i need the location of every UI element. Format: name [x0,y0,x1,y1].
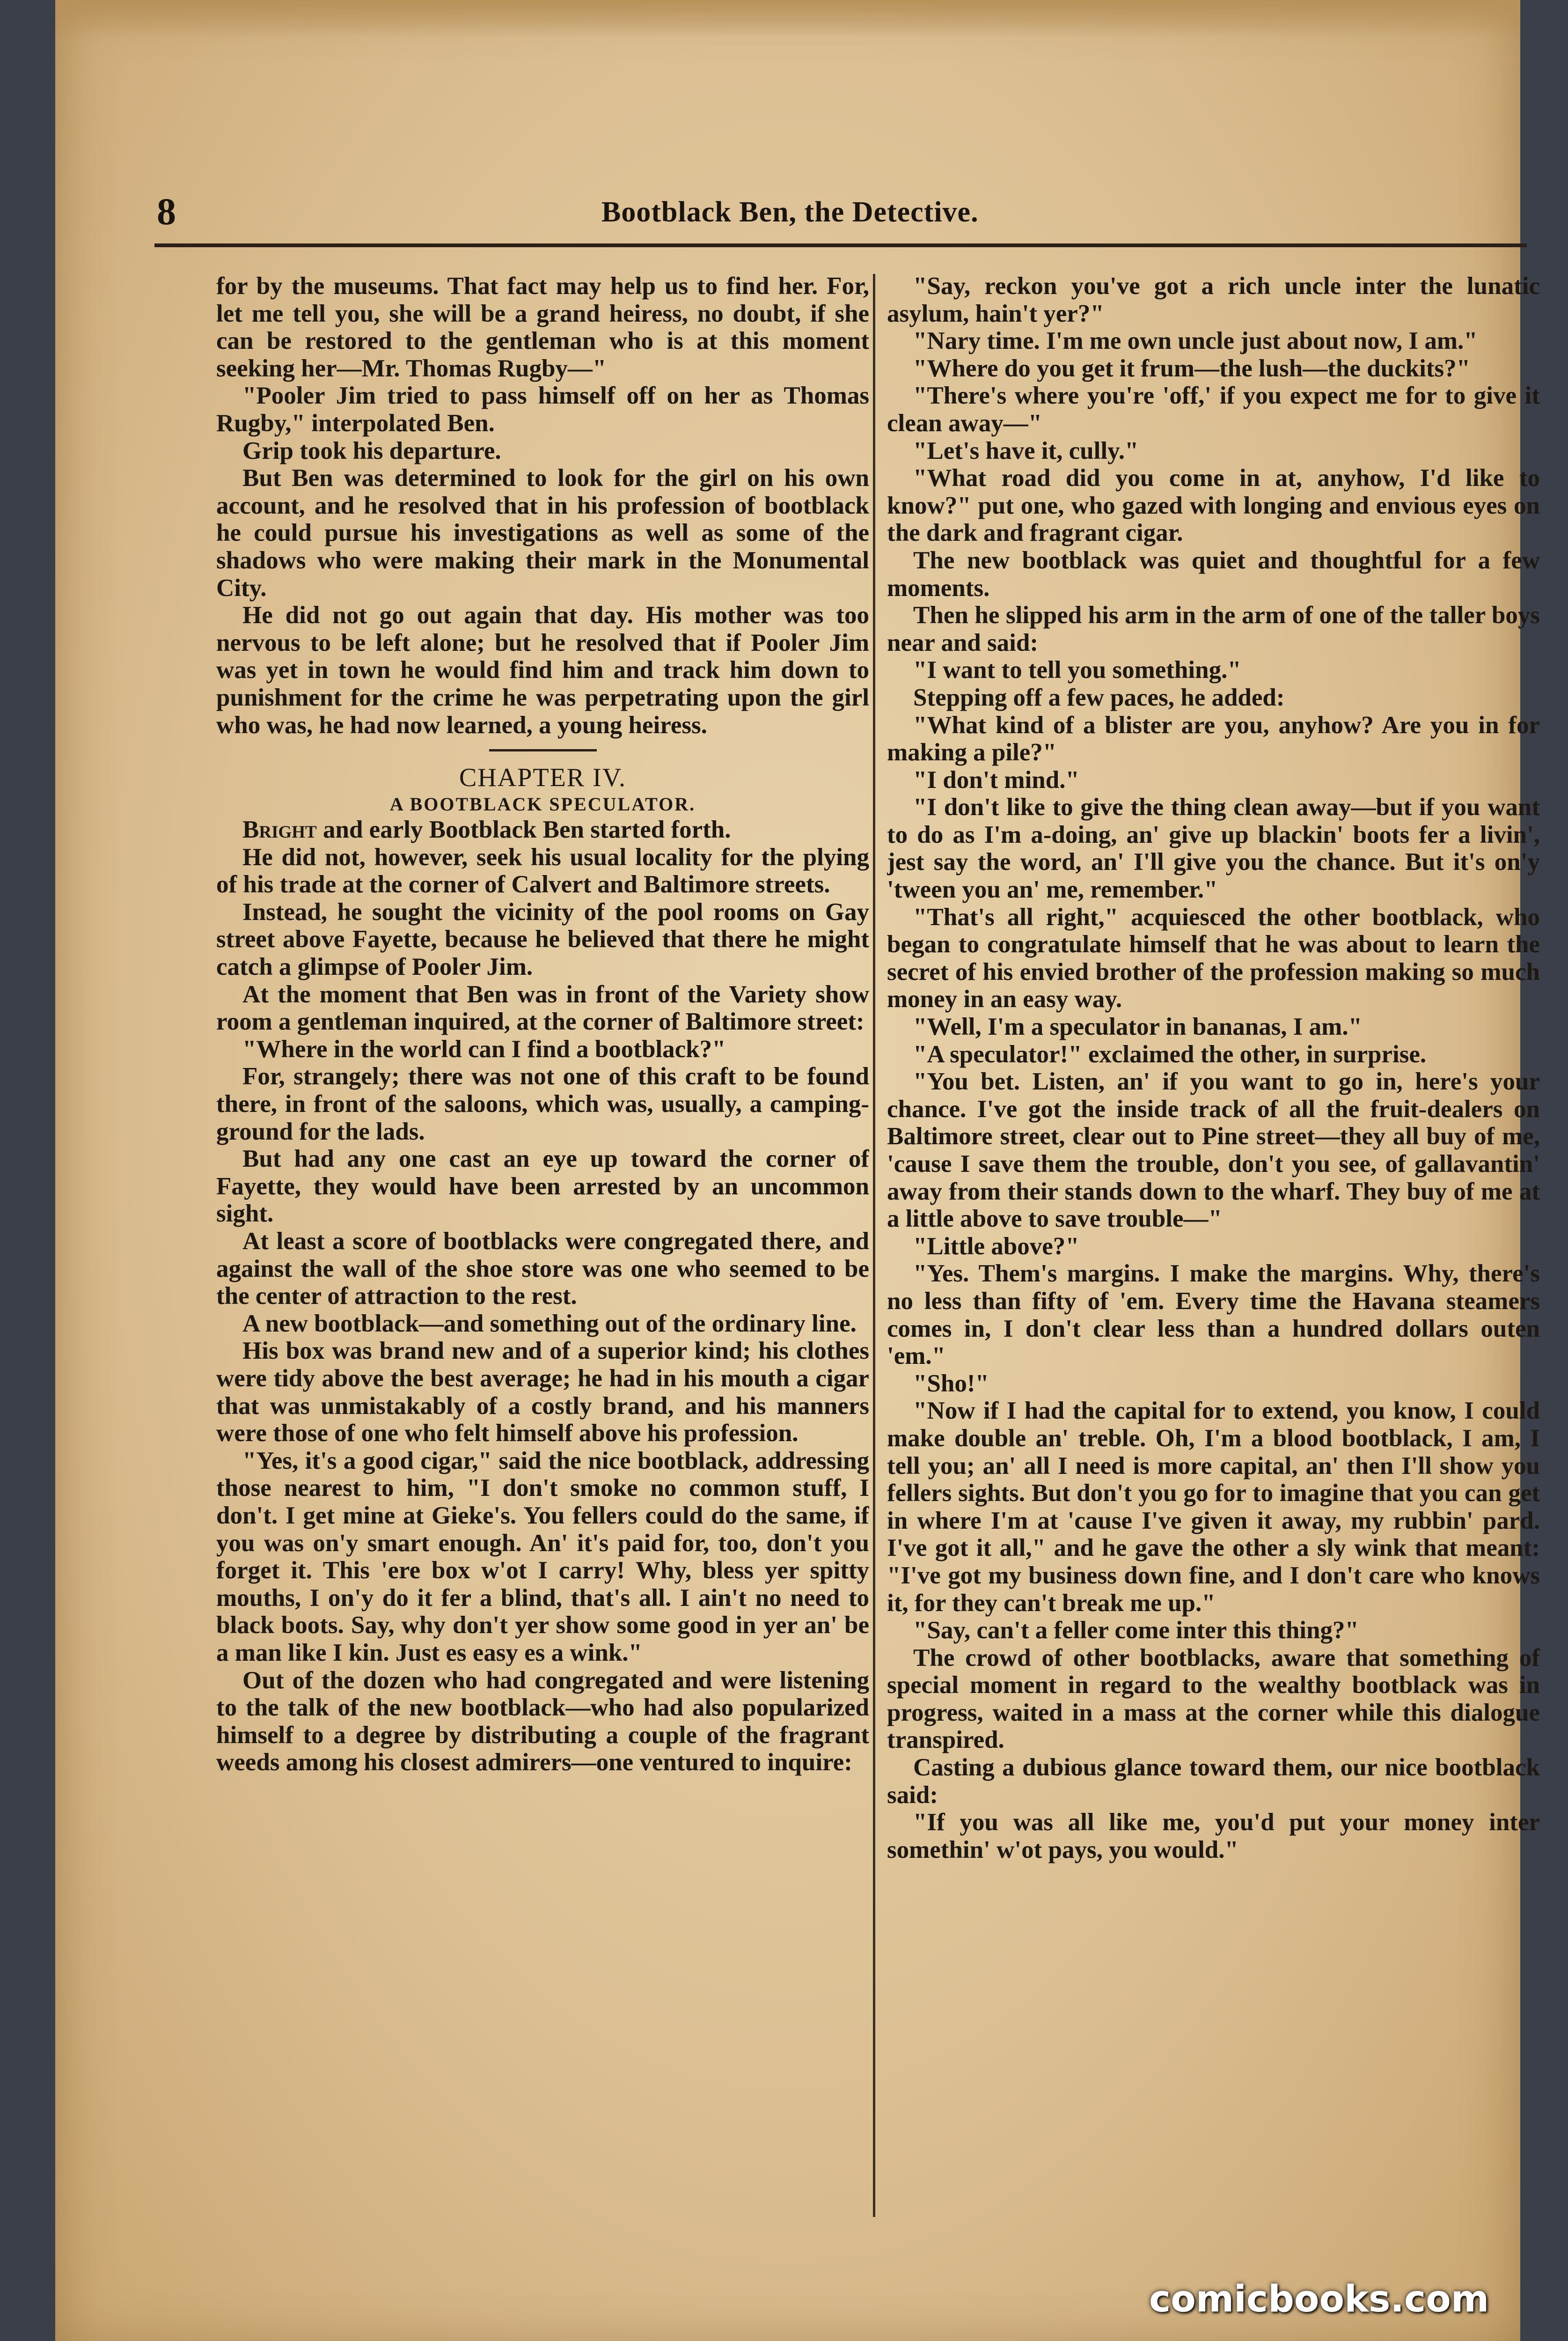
page-edge-stain [55,0,1520,37]
chapter-subtitle: A BOOTBLACK SPECULATOR. [389,794,696,815]
paragraph: "Where do you get it frum—the lush—the duckits?" [913,354,1471,382]
paragraph: "What road did you come in at, anyhow, I'd like to know?" put one, who gazed with longing and envious eyes on the dark and fragrant cigar. [887,464,1540,547]
left-column [216,272,869,2219]
paragraph: "Say, reckon you've got a rich uncle inter the lunatic asylum, hain't yer?" [887,272,1540,327]
paragraph: "Little above?" [913,1232,1079,1260]
paragraph: He did not go out again that day. His mother was too nervous to be left alone; but he resolved that if Pooler Jim was yet in town he would find him and track him down to punishment for the crime he was perpetrating upon the girl who was, he had now learned, a young heiress. [216,602,869,739]
paragraph: "I don't mind." [913,766,1079,794]
paragraph: "Nary time. I'm me own uncle just about now, I am." [913,327,1478,355]
header-rule [154,243,1527,247]
paragraph: The crowd of other bootblacks, aware that something of special moment in regard to the wealthy bootblack was in progress, waited in a mass at the corner while this dialogue transpired. [887,1644,1540,1754]
paragraph: "Sho!" [913,1369,989,1397]
right-column [887,272,1540,2219]
paragraph: Out of the dozen who had congregated and were listening to the talk of the new bootblack—who had also popularized himself to a degree by distributing a couple of the fragrant weeds among his closest admirers—one ventured to inquire: [216,1666,869,1776]
paragraph: But had any one cast an eye up toward the corner of Fayette, they would have been arrested by an uncommon sight. [216,1145,869,1228]
paragraph: Stepping off a few paces, he added: [913,684,1285,711]
paragraph: The new bootblack was quiet and thoughtful for a few moments. [887,546,1540,602]
paragraph: "Yes. Them's margins. I make the margins. Why, there's no less than fifty of 'em. Every time the Havana steamers comes in, I don't clear less than a hundred dollars outen 'em." [887,1260,1540,1370]
paragraph: "Where in the world can I find a bootblack?" [242,1035,726,1063]
paragraph: Then he slipped his arm in the arm of one of the taller boys near and said: [887,602,1540,656]
paragraph: A new bootblack—and something out of the ordinary line. [242,1310,857,1337]
running-title: Bootblack Ben, the Detective. [601,196,979,228]
chapter-lead-paragraph [216,816,869,844]
lead-word: Bright [242,816,317,844]
paragraph: "Let's have it, cully." [913,437,1139,464]
paragraph: Instead, he sought the vicinity of the pool rooms on Gay street above Fayette, because he believed that there he might catch a glimpse of Pooler Jim. [216,898,869,981]
paragraph: At the moment that Ben was in front of the Variety show room a gentleman inquired, at the corner of Baltimore street: [216,980,869,1036]
paragraph: "What kind of a blister are you, anyhow? Are you in for making a pile?" [887,711,1540,766]
paragraph: Casting a dubious glance toward them, our nice bootblack said: [887,1754,1540,1809]
paragraph: "I don't like to give the thing clean away—but if you want to do as I'm a-doing, an' give up blackin' boots fer a livin', jest say the word, an' I'll give you the chance. But it's on'y 'tween you an' me, remember." [887,794,1540,904]
paragraph: "A speculator!" exclaimed the other, in surprise. [913,1040,1427,1068]
paragraph: for by the museums. That fact may help us to find her. For, let me tell you, she will be a grand heiress, no doubt, if she can be restored to the gentleman who is at this moment seeking her—Mr. Thomas Rugby—" [216,272,869,382]
paragraph: "Say, can't a feller come inter this thing?" [913,1617,1359,1644]
paragraph: At least a score of bootblacks were congregated there, and against the wall of the shoe store was one who seemed to be the center of attraction to the rest. [216,1228,869,1310]
section-rule [489,749,597,751]
paragraph: "Yes, it's a good cigar," said the nice bootblack, addressing those nearest to him, "I don't smoke no common stuff, I don't. I get mine at Gieke's. You fellers could do the same, if you was on'y smart enough. An' it's paid for, too, don't you forget it. This 'ere box w'ot I carry! Why, bless yer spitty mouths, I on'y do it fer a blind, that's all. I ain't no need to black boots. Say, why don't yer show some good in yer an' be a man like I kin. Just es easy es a wink." [216,1447,869,1666]
paragraph: But Ben was determined to look for the girl on his own account, and he resolved that in his profession of bootblack he could pursue his investigations as well as some of the shadows who were making their mark in the Monumental City. [216,464,869,602]
watermark: comicbooks.com [1149,2278,1489,2320]
paragraph: "There's where you're 'off,' if you expect me for to give it clean away—" [887,382,1540,437]
paragraph: "That's all right," acquiesced the other bootblack, who began to congratulate himself that he was about to learn the secret of his envied brother of the profession making so much money in an easy way. [887,903,1540,1013]
paragraph: "I want to tell you something." [913,656,1241,684]
paragraph: He did not, however, seek his usual locality for the plying of his trade at the corner of Calvert and Baltimore streets. [216,843,869,898]
paragraph: "Pooler Jim tried to pass himself off on her as Thomas Rugby," interpolated Ben. [216,382,869,437]
paragraph: "You bet. Listen, an' if you want to go in, here's your chance. I've got the inside track of all the fruit-dealers on Baltimore street, clear out to Pine street—they all buy of me, 'cause I save them the trouble, don't you see, of gallavantin' away from their stands down to the wharf. They buy of me at a little above to save trouble—" [887,1068,1540,1233]
page-number: 8 [157,190,176,233]
lead-rest: and early Bootblack Ben started forth. [316,816,731,844]
column-divider [873,274,875,2217]
paragraph: For, strangely; there was not one of this craft to be found there, in front of the saloons, which was, usually, a camping-ground for the lads. [216,1063,869,1145]
paragraph: "Well, I'm a speculator in bananas, I am." [913,1013,1362,1041]
paragraph: Grip took his departure. [242,437,501,464]
paragraph: "Now if I had the capital for to extend, you know, I could make double an' treble. Oh, I'm a blood bootblack, I am, I tell you; an' all I need is more capital, an' then I'll show you fellers sights. But don't you go for to imagine that you can get in where I'm at 'cause I've given it away, my rubbin' pard. I've got it all," and he gave the other a sly wink that meant: "I've got my business down fine, and I don't care who knows it, for they can't break me up." [887,1397,1540,1617]
paragraph: His box was brand new and of a superior kind; his clothes were tidy above the best average; he had in his mouth a cigar that was unmistakably of a costly brand, and his manners were those of one who felt himself above his profession. [216,1337,869,1447]
chapter-heading: CHAPTER IV. [459,763,626,793]
paragraph: "If you was all like me, you'd put your money inter somethin' w'ot pays, you would." [887,1809,1540,1863]
